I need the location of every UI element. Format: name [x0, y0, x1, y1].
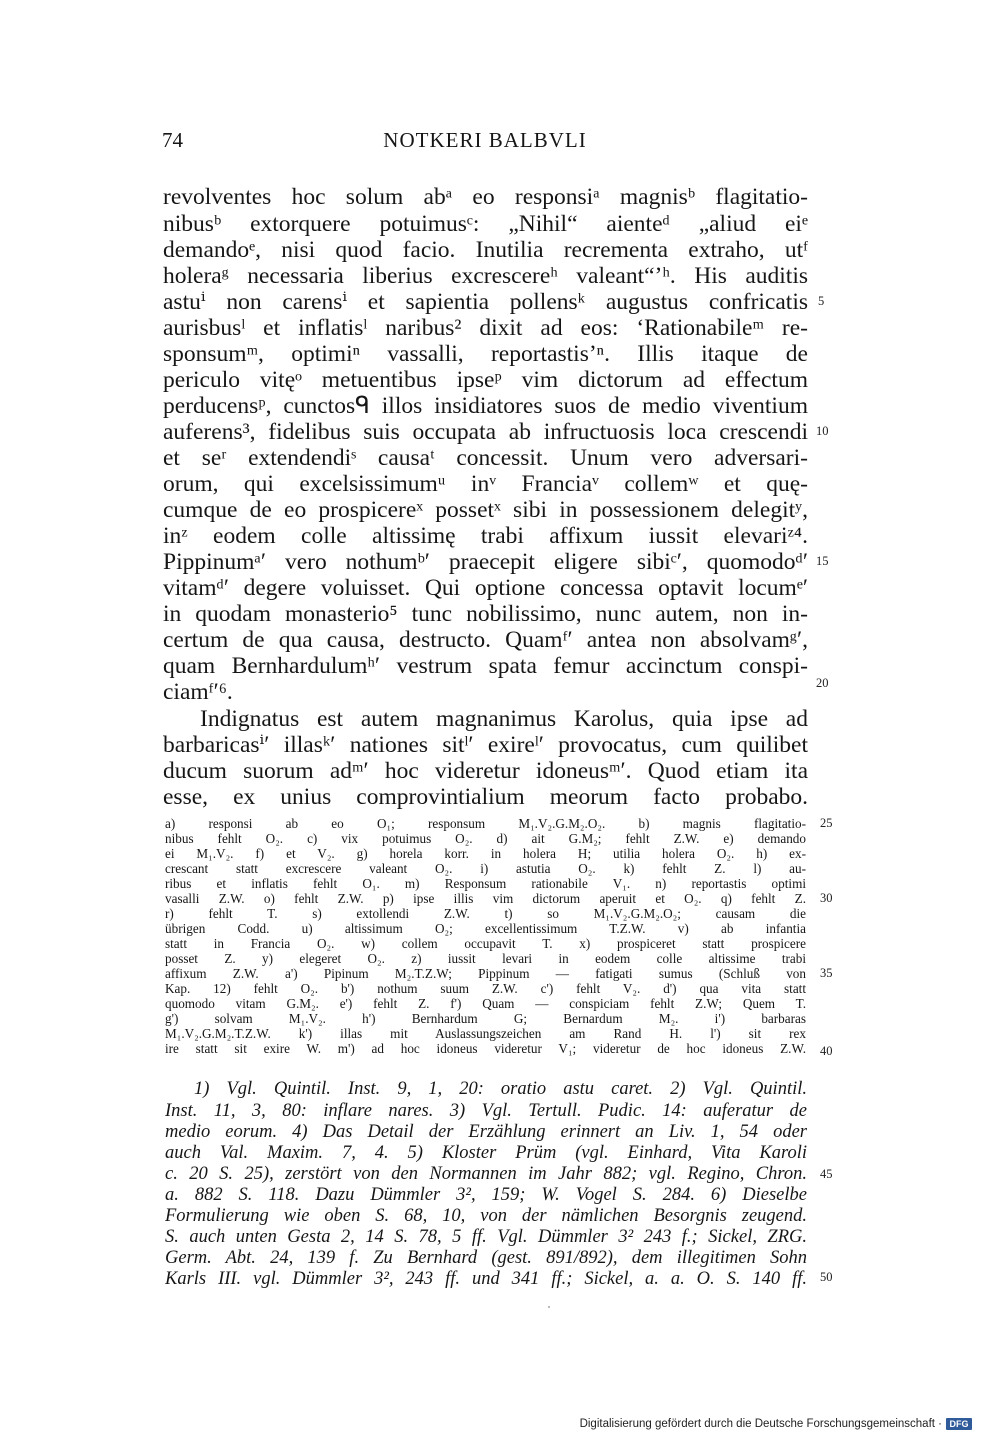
line-number: 15: [816, 554, 829, 568]
main-text-line: revolventes hoc solum abᵃ eo responsiᵃ magnisᵇ flagitatio-: [163, 184, 808, 210]
main-text-line: perducensᵖ, cunctosᑫ illos insidiatores suos de medio viventium: [163, 393, 808, 419]
scan-speck: [548, 1306, 550, 1308]
dfg-logo-icon: DFG: [946, 1418, 972, 1430]
digitization-credit: [580, 1418, 972, 1430]
main-text-line: quam Bernhardulumʰʹ vestrum spata femur accinctum conspi-: [163, 653, 808, 679]
footnote-line: medio eorum. 4) Das Detail der Erzählung erinnert an Liv. 1, 54 oder: [165, 1122, 807, 1142]
footnote-line: Germ. Abt. 24, 139 f. Zu Bernhard (gest. 891/892), dem illegitimen Sohn: [165, 1248, 807, 1268]
apparatus-line: g') solvam M₁.V₂. h') Bernhardum G; Bernardum M₂. i') barbaras: [165, 1011, 806, 1026]
apparatus-line: affixum Z.W. a') Pipinum M₂.T.Z.W; Pippinum — fatigati sumus (Schluß von: [165, 966, 806, 981]
running-header: [162, 128, 808, 158]
main-text-line: ciamᶠʹ⁶.: [163, 679, 233, 705]
line-number: 20: [816, 676, 829, 690]
apparatus-line: r) fehlt T. s) extollendi Z.W. t) so M₁.V₂.G.M₂.O₂; causam die: [165, 906, 806, 921]
main-text-line: ducum suorum adᵐʹ hoc videretur idoneusᵐʹ. Quod etiam ita: [163, 758, 808, 784]
apparatus-line: ei M₁.V₂. f) et V₂. g) horela korr. in holera H; utilia holera O₂. h) ex-: [165, 846, 806, 861]
main-text-line: Indignatus est autem magnanimus Karolus, quia ipse ad: [200, 706, 808, 732]
apparatus-line: vasalli Z.W. o) fehlt Z.W. p) ipse illis vim dictorum aperuit et O₂. q) fehlt Z.: [165, 891, 806, 906]
apparatus-line: statt in Francia O₂. w) collem occupavit T. x) prospiceret statt prospicere: [165, 936, 806, 951]
main-text-line: astuⁱ non carensⁱ et sapientia pollensᵏ augustus confricatis: [163, 289, 808, 315]
apparatus-line: crescant statt excrescere valeant O₂. i) astutia O₂. k) fehlt Z. l) au-: [165, 861, 806, 876]
line-number: 30: [820, 891, 833, 905]
main-text-line: auferens³, fidelibus suis occupata ab infructuosis loca crescendi: [163, 419, 808, 445]
main-text-line: Pippinumᵃʹ vero nothumᵇʹ praecepit eligere sibiᶜʹ, quomodoᵈʹ: [163, 549, 808, 575]
line-number: 35: [820, 966, 833, 980]
footnote-line: 1) Vgl. Quintil. Inst. 9, 1, 20: oratio astu caret. 2) Vgl. Quintil.: [194, 1079, 807, 1099]
apparatus-line: nibus fehlt O₂. c) vix potuimus O₂. d) ait G.M₂; fehlt Z.W. e) demando: [165, 831, 806, 846]
line-number: 50: [820, 1270, 833, 1284]
main-text-line: holeraᵍ necessaria liberius excrescereʰ valeant“ʼʰ. His auditis: [163, 263, 808, 289]
footnote-line: auch Val. Maxim. 7, 4. 5) Kloster Prüm (vgl. Einhard, Vita Karoli: [165, 1143, 807, 1163]
main-text-line: sponsumᵐ, optimiⁿ vassalli, reportastis’ⁿ. Illis itaque de: [163, 341, 808, 367]
apparatus-line: M₁.V₂.G.M₂.T.Z.W. k') illas mit Auslassungszeichen am Rand H. l') sit rex: [165, 1026, 806, 1041]
apparatus-line: a) responsi ab eo O₁; responsum M₁.V₂.G.M₂.O₂. b) magnis flagitatio-: [165, 816, 806, 831]
main-text-line: in quodam monasterio⁵ tunc nobilissimo, nunc autem, non in-: [163, 601, 808, 627]
apparatus-line: posset Z. y) elegeret O₂. z) iussit levari in eodem colle altissime trabi: [165, 951, 806, 966]
footnote-line: Formulierung wie oben S. 68, 10, von der nämlichen Besorgnis zeugend.: [165, 1206, 807, 1226]
footnote-line: Inst. 11, 3, 80: inflare nares. 3) Vgl. Tertull. Pudic. 14: auferatur de: [165, 1101, 807, 1121]
digitization-credit-text: Digitalisierung gefördert durch die Deutsche Forschungsgemeinschaft ·: [579, 1418, 942, 1430]
line-number: 5: [818, 294, 825, 308]
main-text-line: demandoᵉ, nisi quod facio. Inutilia recrementa extraho, utᶠ: [163, 237, 808, 263]
main-text-line: nibusᵇ extorquere potuimusᶜ: „Nihil“ aienteᵈ „aliud eiᵉ: [163, 211, 808, 237]
main-text-line: barbaricasⁱʹ illasᵏʹ nationes sitˡʹ exireˡʹ provocatus, cum quilibet: [163, 732, 808, 758]
main-text-line: cumque de eo prospicereˣ possetˣ sibi in possessionem delegitʸ,: [163, 497, 808, 523]
apparatus-line: ire statt sit exire W. m') ad hoc idoneus videretur V₁; videretur de hoc idoneus Z.W.: [165, 1041, 806, 1056]
main-text-line: vitamᵈʹ degere voluisset. Qui optione concessa optavit locumᵉʹ: [163, 575, 808, 601]
main-text-line: inᶻ eodem colle altissimę trabi affixum iussit elevariᶻ⁴.: [163, 523, 808, 549]
apparatus-line: quomodo vitam G.M₂. e') fehlt Z. f') Quam — conspiciam fehlt Z.W; Quem T.: [165, 996, 806, 1011]
line-number: 10: [816, 424, 829, 438]
main-text-line: periculo vitęᵒ metuentibus ipseᵖ vim dictorum ad effectum: [163, 367, 808, 393]
main-text-line: aurisbusˡ et inflatisˡ naribus² dixit ad eos: ‘Rationabileᵐ re-: [163, 315, 808, 341]
main-text-line: certum de qua causa, destructo. Quamᶠʹ antea non absolvamᵍʹ,: [163, 627, 808, 653]
apparatus-line: Kap. 12) fehlt O₂. b') nothum suum Z.W. c') fehlt V₂. d') qua vita statt: [165, 981, 806, 996]
page-number: 74: [162, 128, 183, 152]
footnote-line: S. auch unten Gesta 2, 14 S. 78, 5 ff. Vgl. Dümmler 3² 243 f.; Sickel, ZRG.: [165, 1227, 807, 1247]
line-number: 40: [820, 1044, 833, 1058]
footnote-line: c. 20 S. 25), zerstört von den Normannen im Jahr 882; vgl. Regino, Chron.: [165, 1164, 807, 1184]
line-number: 25: [820, 816, 833, 830]
main-text-line: esse, ex unius comprovintialium meorum facto probabo.: [163, 784, 808, 810]
main-text-line: et seʳ extendendiˢ causaᵗ concessit. Unum vero adversari-: [163, 445, 808, 471]
running-title: NOTKERI BALBVLI: [383, 128, 587, 152]
apparatus-line: ribus et inflatis fehlt O₁. m) Responsum rationabile V₁. n) reportastis optimi: [165, 876, 806, 891]
apparatus-line: übrigen Codd. u) altissimum O₂; excellentissimum T.Z.W. v) ab infantia: [165, 921, 806, 936]
line-number: 45: [820, 1167, 833, 1181]
main-text-line: orum, qui excelsissimumᵘ inᵛ Franciaᵛ collemʷ et quę-: [163, 471, 808, 497]
footnote-line: a. 882 S. 118. Dazu Dümmler 3², 159; W. Vogel S. 284. 6) Dieselbe: [165, 1185, 807, 1205]
footnote-line: Karls III. vgl. Dümmler 3², 243 ff. und 341 ff.; Sickel, a. a. O. S. 140 ff.: [165, 1269, 807, 1289]
